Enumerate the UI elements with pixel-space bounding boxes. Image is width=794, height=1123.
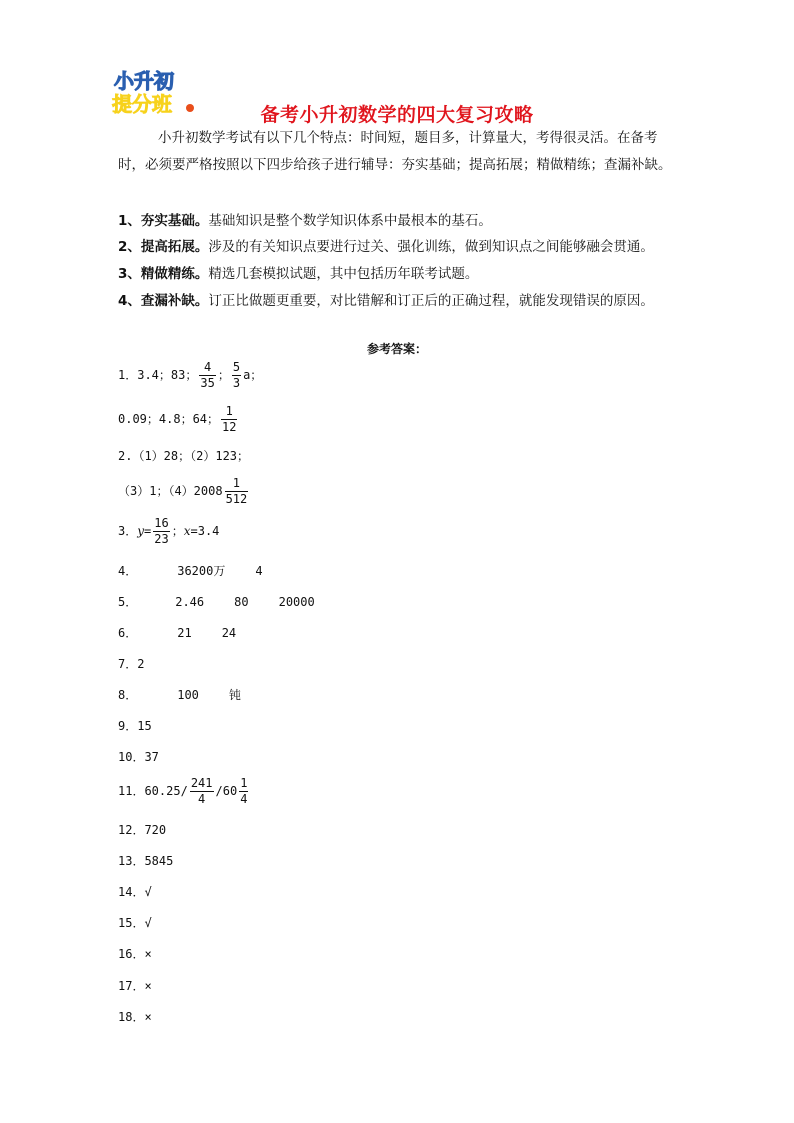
fraction: $\frac{4}{35}$ <box>200 360 215 390</box>
answer-1: 1．3.4；83； $\frac{4}{35}$ ； $\frac{5}{3}$ a； <box>118 360 263 390</box>
fraction: $\frac{1}{4}$ <box>240 776 248 806</box>
step-3-head: 3、精做精练。 <box>118 266 209 282</box>
answer-9: 9．15 <box>118 719 152 733</box>
answer-16: 16．× <box>118 947 152 961</box>
answer-3: 3．y= $\frac{16}{23}$ ；x=3.4 <box>118 516 220 546</box>
fraction: $\frac{1}{12}$ <box>222 404 237 434</box>
step-2-head: 2、提高拓展。 <box>118 239 209 255</box>
step-2 <box>118 237 654 257</box>
answer-10: 10．37 <box>118 750 159 764</box>
page-title: 备考小升初数学的四大复习攻略 <box>260 104 534 126</box>
answer-1-cont: 0.09；4.8；64； $\frac{1}{12}$ <box>118 404 237 434</box>
step-4-body: 订正比做题更重要，对比错解和订正后的正确过程，就能发现错误的原因。 <box>208 293 654 309</box>
answer-14: 14．√ <box>118 885 152 899</box>
step-3-body: 精选几套模拟试题，其中包括历年联考试题。 <box>208 266 479 282</box>
answer-11: 11．60.25/ $\frac{241}{4}$ /60 $\frac{1}{4}$ <box>118 776 248 806</box>
answer-8: 8． 100 钝 <box>118 688 241 702</box>
answer-18: 18．× <box>118 1010 152 1024</box>
svg-text:小升初: 小升初 <box>114 69 174 93</box>
fraction: $\frac{5}{3}$ <box>232 360 241 390</box>
step-2-body: 涉及的有关知识点要进行过关、强化训练，做到知识点之间能够融会贯通。 <box>208 239 654 255</box>
fraction: $\frac{16}{23}$ <box>154 516 169 546</box>
step-4-head: 4、查漏补缺。 <box>118 293 209 309</box>
step-1-body: 基础知识是整个数学知识体系中最根本的基石。 <box>208 213 492 229</box>
svg-text:提分班: 提分班 <box>112 92 172 116</box>
intro-paragraph: 小升初数学考试有以下几个特点：时间短，题目多，计算量大，考得很灵活。在备考时，必须要严格按照以下四步给孩子进行辅导：夯实基础；提高拓展；精做精练；查漏补缺。 <box>118 130 672 173</box>
answer-6: 6． 21 24 <box>118 626 237 640</box>
answer-15: 15．√ <box>118 916 152 930</box>
answer-5: 5． 2.46 80 20000 <box>118 595 315 609</box>
answer-17: 17．× <box>118 979 152 993</box>
answer-7: 7．2 <box>118 657 145 671</box>
answer-13: 13．5845 <box>118 854 174 868</box>
step-1-head: 1、夯实基础。 <box>118 213 209 229</box>
step-3 <box>118 264 478 284</box>
step-4 <box>118 291 654 311</box>
answer-12: 12．720 <box>118 823 167 837</box>
answers-title: 参考答案： <box>366 342 427 356</box>
answer-4: 4． 36200万 4 <box>118 564 263 578</box>
fraction: $\frac{1}{512}$ <box>225 476 248 506</box>
answer-2-cont: （3）1；（4）2008 $\frac{1}{512}$ <box>118 476 248 506</box>
fraction: $\frac{241}{4}$ <box>190 776 213 806</box>
step-1 <box>118 211 492 231</box>
answer-2: 2.（1）28；（2）123； <box>118 449 250 463</box>
